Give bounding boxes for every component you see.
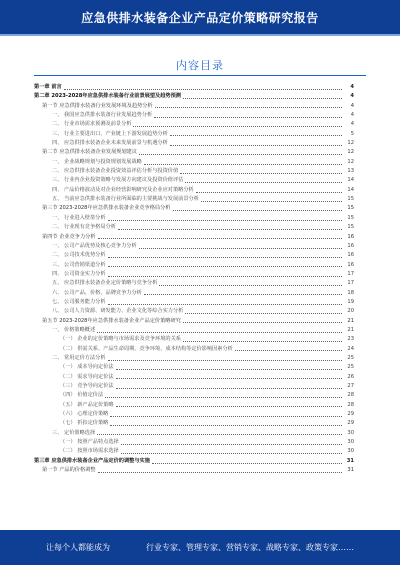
toc-entry[interactable]: [34, 326, 354, 335]
toc-entry[interactable]: [34, 130, 354, 139]
toc-entry-title: 五、 当前应急供排水装备行业所面临的主要挑战与发展前景分析: [52, 196, 199, 203]
report-title: 应急供排水装备企业产品定价策略研究报告: [81, 11, 319, 25]
toc-leader-dots: [180, 173, 342, 174]
toc-entry-page: 19: [347, 298, 354, 305]
toc-entry[interactable]: [34, 317, 354, 326]
toc-entry[interactable]: [34, 139, 354, 148]
toc-entry-title: 一、 企业战略规划与投资规划发展战略: [52, 158, 142, 165]
toc-entry-title: （二） 按照市场需求选择: [60, 448, 119, 455]
toc-entry-title: 三、 公司营销渠道分析: [52, 261, 106, 268]
toc-entry-page: 30: [347, 429, 354, 436]
toc-entry-page: 12: [347, 149, 354, 156]
toc-entry-page: 31: [347, 467, 354, 474]
toc-leader-dots: [116, 369, 342, 370]
toc-entry-title: 一、 公司产品优势及核心竞争力分析: [52, 242, 137, 249]
toc-entry-page: 29: [347, 411, 354, 418]
toc-entry-page: 15: [347, 214, 354, 221]
report-footer: [0, 530, 400, 565]
toc-entry-page: 16: [347, 233, 354, 240]
toc-leader-dots: [98, 472, 342, 473]
toc-entry-page: 18: [347, 289, 354, 296]
report-header: [0, 0, 400, 34]
toc-leader-dots: [110, 416, 342, 417]
toc-entry-page: 17: [347, 270, 354, 277]
toc-entry[interactable]: [34, 382, 354, 391]
toc-leader-dots: [105, 397, 342, 398]
toc-entry-title: 四、 产品价格波动及对企业经营影响研究及企业应对策略分析: [52, 186, 194, 193]
toc-entry-title: 第一节 应急供排水装备行业发展环境及趋势分析: [42, 102, 153, 109]
toc-entry[interactable]: [34, 354, 354, 363]
toc-entry-title: （二） 需求导向定价法: [60, 373, 114, 380]
toc-leader-dots: [118, 229, 342, 230]
toc-entry-title: （一） 企业的定价策略与市场需求及竞争环境的关系: [60, 336, 181, 343]
toc-entry[interactable]: [34, 223, 354, 232]
toc-entry[interactable]: [34, 195, 354, 204]
toc-entry[interactable]: [34, 102, 354, 111]
toc-entry-title: 一、 我国应急供排水装备行业发展趋势分析: [52, 112, 153, 119]
toc-leader-dots: [159, 285, 342, 286]
toc-entry[interactable]: [34, 261, 354, 270]
toc-leader-dots: [139, 154, 342, 155]
toc-leader-dots: [121, 444, 342, 445]
toc-entry[interactable]: [34, 391, 354, 400]
toc-leader-dots: [155, 107, 342, 108]
header-stripe: [0, 34, 400, 36]
footer-slogan-left: 让每个人都能成为: [46, 543, 110, 552]
toc-leader-dots: [110, 425, 342, 426]
toc-entry[interactable]: [34, 83, 354, 92]
toc-leader-dots: [139, 248, 342, 249]
toc-entry-title: （三） 竞争导向定价法: [60, 383, 114, 389]
toc-leader-dots: [97, 332, 342, 333]
toc-leader-dots: [154, 117, 342, 118]
toc-leader-dots: [64, 89, 342, 90]
toc-entry-page: 12: [347, 158, 354, 165]
toc-entry[interactable]: [34, 466, 354, 475]
toc-leader-dots: [235, 350, 342, 351]
toc-entry-page: 14: [347, 186, 354, 193]
toc-entry[interactable]: [34, 176, 354, 185]
toc-entry[interactable]: [34, 186, 354, 195]
toc-leader-dots: [108, 360, 342, 361]
toc-entry-page: 4: [350, 84, 354, 90]
toc-entry-title: 五、 应急供排水装备企业定价策略与竞争分析: [52, 280, 158, 287]
toc-entry-title: 二、 行业市场需求预测及前景分析: [52, 121, 132, 128]
toc-entry-title: 三、 行业主要进出口、产业链上下游发展趋势分析: [52, 130, 168, 137]
toc-entry-page: 5: [350, 130, 354, 137]
toc-entry[interactable]: [34, 447, 354, 456]
toc-entry-title: 一、 行业进入壁垒分析: [52, 214, 106, 221]
toc-entry-page: 4: [350, 112, 354, 119]
toc-leader-dots: [183, 322, 342, 323]
toc-entry-page: 14: [347, 177, 354, 184]
toc-entry-page: 15: [347, 224, 354, 231]
toc-entry[interactable]: [34, 345, 354, 354]
toc-entry[interactable]: [34, 214, 354, 223]
toc-leader-dots: [201, 201, 342, 202]
toc-entry-title: 三、 行业内企业投资策略与发展方向建议及投资价值评估: [52, 177, 184, 184]
toc-entry-page: 16: [347, 252, 354, 259]
toc-entry-page: 25: [347, 354, 354, 361]
toc-entry-title: 三、 定价策略选择: [52, 429, 96, 436]
toc-entry-title: （二） 供需关系、产品生命周期、竞争环境、成本结构等定价影响因素分析: [60, 345, 233, 352]
toc-leader-dots: [144, 164, 342, 165]
toc-entry[interactable]: [34, 363, 354, 372]
toc-entry[interactable]: [34, 111, 354, 120]
toc-entry-page: 15: [347, 205, 354, 212]
toc-divider: [34, 75, 366, 76]
toc-entry[interactable]: [34, 307, 354, 316]
toc-entry-page: 24: [347, 345, 354, 352]
toc-entry-page: 21: [347, 326, 354, 333]
toc-entry-title: 第四节 企业竞争力分析: [42, 233, 96, 240]
toc-entry-page: 23: [347, 336, 354, 343]
toc-leader-dots: [173, 210, 343, 211]
toc-entry-page: 31: [346, 457, 354, 464]
toc-leader-dots: [116, 378, 342, 379]
toc-leader-dots: [183, 98, 342, 99]
toc-leader-dots: [170, 145, 342, 146]
toc-entry-title: （七） 折扣定价策略: [60, 420, 109, 427]
toc-entry[interactable]: [34, 120, 354, 129]
toc-leader-dots: [144, 294, 342, 295]
toc-entry[interactable]: [34, 438, 354, 447]
toc-entry-page: 25: [347, 364, 354, 371]
toc-entry-page: 17: [347, 280, 354, 287]
toc-entry-title: 一、 价格策略概述: [52, 326, 96, 333]
toc-entry[interactable]: [34, 457, 354, 466]
toc-entry-page: 12: [347, 140, 354, 147]
toc-entry-page: 20: [347, 308, 354, 315]
toc-entry-title: 二、 应急供排水装备企业投资效益评估分析与投资价值: [52, 168, 179, 175]
table-of-contents: [34, 83, 354, 475]
toc-entry-title: （六） 心理定价策略: [60, 411, 109, 418]
toc-entry-page: 21: [347, 317, 354, 324]
toc-entry[interactable]: [34, 92, 354, 101]
toc-entry-title: 六、 公司产品、价格、品牌竞争力分析: [52, 289, 142, 296]
toc-entry-page: 13: [347, 168, 354, 175]
toc-leader-dots: [108, 220, 342, 221]
toc-entry-title: （一） 成本导向定价法: [60, 364, 114, 371]
toc-entry-title: 第一章 前言: [34, 84, 62, 90]
toc-entry[interactable]: [34, 373, 354, 382]
toc-entry[interactable]: [34, 335, 354, 344]
toc-entry[interactable]: [34, 270, 354, 279]
toc-entry[interactable]: [34, 279, 354, 288]
toc-entry[interactable]: [34, 167, 354, 176]
toc-entry-page: 28: [347, 392, 354, 399]
toc-entry-title: 二、 行业现有竞争格局分析: [52, 224, 116, 231]
toc-leader-dots: [108, 304, 342, 305]
toc-leader-dots: [108, 266, 342, 267]
toc-entry-title: 四、 公司资金实力分析: [52, 270, 106, 277]
toc-entry-page: 28: [347, 401, 354, 408]
toc-entry-title: 第三节 2023-2028年应急供排水装备企业竞争格局分析: [42, 205, 171, 212]
toc-leader-dots: [185, 313, 342, 314]
toc-entry-page: 4: [350, 93, 354, 100]
toc-entry-page: 27: [347, 383, 354, 389]
toc-leader-dots: [196, 192, 342, 193]
toc-entry-title: 八、 公司人力资源、研发能力、企业文化等综合实力分析: [52, 308, 184, 315]
toc-entry-title: 二、 公司技术优势分析: [52, 252, 106, 259]
toc-entry-title: 第二章 2023-2028年应急供排水装备行业前景展望及趋势预测: [34, 93, 181, 100]
footer-slogan-right: 行业专家、管理专家、营销专家、战略专家、政策专家……: [146, 543, 354, 552]
toc-leader-dots: [116, 406, 342, 407]
toc-entry-page: 16: [347, 242, 354, 249]
toc-entry-title: 七、 公司服务能力分析: [52, 298, 106, 305]
toc-entry[interactable]: [34, 289, 354, 298]
toc-leader-dots: [108, 276, 342, 277]
toc-leader-dots: [116, 388, 342, 389]
toc-entry-page: 30: [347, 439, 354, 446]
toc-entry-title: 二、 常用定价方法分析: [52, 354, 106, 361]
toc-entry-title: 四、 应急供排水装备企业未来发展前景与机遇分析: [52, 140, 168, 147]
toc-leader-dots: [183, 341, 342, 342]
toc-leader-dots: [98, 238, 342, 239]
toc-entry-title: 第一节 产品的价格调整: [42, 467, 96, 474]
toc-entry[interactable]: [34, 233, 354, 242]
toc-entry[interactable]: [34, 401, 354, 410]
toc-entry-title: （一） 按照产品特点选择: [60, 439, 119, 446]
toc-entry-page: 15: [347, 196, 354, 203]
toc-entry-page: 16: [347, 261, 354, 268]
toc-leader-dots: [152, 463, 342, 464]
toc-entry-title: 第五节 2023-2028年应急供排水装备企业产品定价策略研究: [42, 317, 181, 324]
toc-leader-dots: [108, 257, 342, 258]
toc-leader-dots: [97, 434, 342, 435]
toc-entry[interactable]: [34, 298, 354, 307]
toc-entry[interactable]: [34, 242, 354, 251]
toc-entry-page: 4: [350, 121, 354, 128]
toc-entry[interactable]: [34, 410, 354, 419]
toc-entry-title: （五） 新产品定价策略: [60, 401, 114, 408]
toc-leader-dots: [133, 126, 342, 127]
toc-entry[interactable]: [34, 158, 354, 167]
toc-heading: 内容目录: [176, 59, 224, 72]
toc-leader-dots: [170, 135, 342, 136]
toc-entry-page: 30: [347, 448, 354, 455]
toc-entry[interactable]: [34, 429, 354, 438]
toc-entry-page: 4: [350, 102, 354, 109]
toc-entry-page: 29: [347, 420, 354, 427]
toc-entry-title: 第二节 应急供排水装备企业发展规划建议: [42, 149, 138, 156]
toc-entry[interactable]: [34, 204, 354, 213]
toc-entry[interactable]: [34, 251, 354, 260]
toc-entry[interactable]: [34, 419, 354, 428]
toc-entry-title: 第三章 应急供排水装备企业产品定价的调整与实施: [34, 457, 150, 464]
toc-leader-dots: [121, 453, 342, 454]
toc-entry-page: 26: [347, 373, 354, 380]
toc-entry[interactable]: [34, 148, 354, 157]
toc-leader-dots: [185, 182, 342, 183]
toc-entry-title: （四） 价值定价法: [60, 392, 104, 399]
